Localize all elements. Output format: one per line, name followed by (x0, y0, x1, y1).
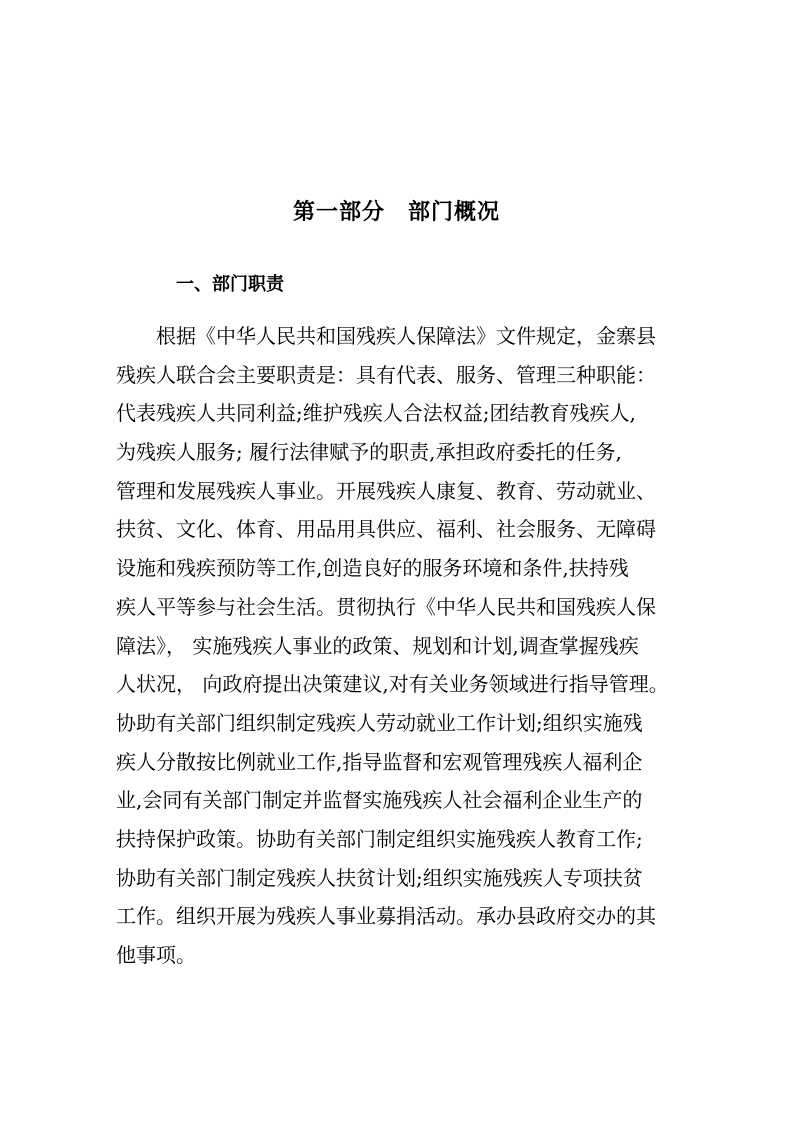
paragraph-line: 疾人分散按比例就业工作,指导监督和宏观管理残疾人福利企 (116, 749, 643, 774)
paragraph-line: 他事项。 (116, 943, 196, 967)
paragraph-line: 为残疾人服务; 履行法律赋予的职责,承担政府委托的任务, (116, 440, 622, 465)
paragraph-line: 人状况， 向政府提出决策建议,对有关业务领域进行指导管理。 (116, 672, 669, 697)
section-heading: 一、部门职责 (176, 274, 284, 295)
paragraph-line: 扶持保护政策。协助有关部门制定组织实施残疾人教育工作; (116, 826, 643, 851)
paragraph-line: 设施和残疾预防等工作,创造良好的服务环境和条件,扶持残 (116, 556, 629, 581)
paragraph-line: 工作。组织开展为残疾人事业募捐活动。承办县政府交办的其 (116, 904, 656, 929)
paragraph-line: 扶贫、文化、体育、用品用具供应、福利、社会服务、无障碍 (116, 517, 656, 542)
paragraph-line: 业,会同有关部门制定并监督实施残疾人社会福利企业生产的 (116, 788, 643, 813)
paragraph-line: 管理和发展残疾人事业。开展残疾人康复、教育、劳动就业、 (116, 478, 656, 503)
paragraph-line: 残疾人联合会主要职责是：具有代表、服务、管理三种职能： (116, 362, 656, 387)
paragraph-line: 协助有关部门组织制定残疾人劳动就业工作计划;组织实施残 (116, 710, 643, 735)
paragraph-line: 代表残疾人共同利益;维护残疾人合法权益;团结教育残疾人, (116, 401, 636, 426)
body-paragraph (116, 317, 696, 975)
paragraph-line: 协助有关部门制定残疾人扶贫计划;组织实施残疾人专项扶贫 (116, 865, 643, 890)
page-title: 第一部分 部门概况 (292, 200, 500, 225)
paragraph-line: 障法》， 实施残疾人事业的政策、规划和计划,调查掌握残疾 (116, 633, 639, 658)
paragraph-line: 根据《中华人民共和国残疾人保障法》文件规定，金寨县 (156, 324, 656, 348)
paragraph-line: 疾人平等参与社会生活。贯彻执行《中华人民共和国残疾人保 (116, 594, 656, 619)
